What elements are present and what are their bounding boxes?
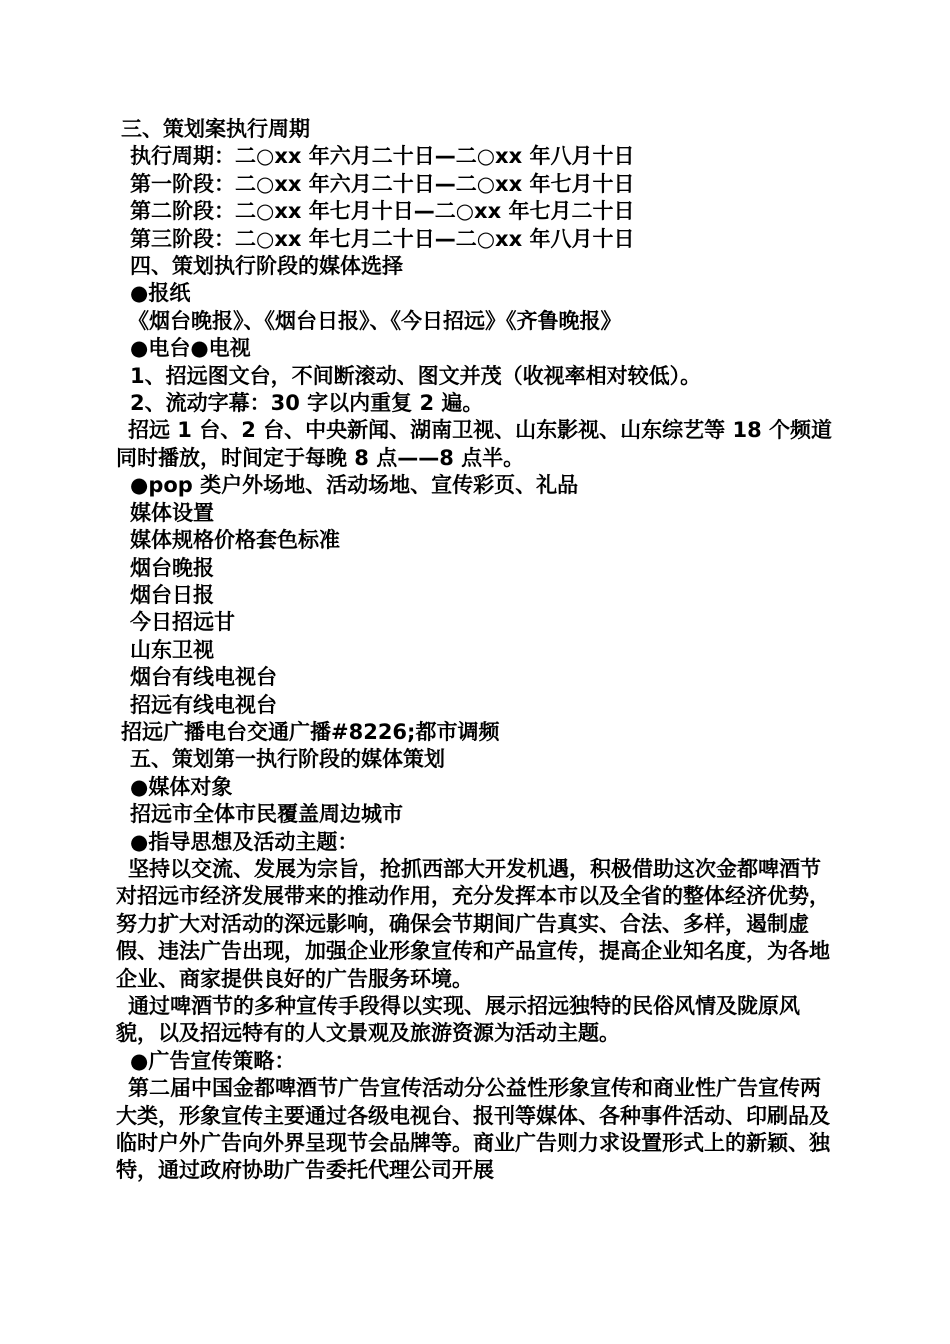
media-list-item: 今日招远甘 bbox=[130, 610, 235, 635]
tv-channels: 招远 1 台、2 台、中央新闻、湖南卫视、山东影视、山东综艺等 18 个频道同时播放，时间定于每晚 8 点——8 点半。 bbox=[116, 418, 832, 470]
newspaper-label: ●报纸 bbox=[130, 281, 191, 306]
execution-period: 执行周期：二○xx 年六月二十日—二○xx 年八月十日 bbox=[130, 144, 635, 169]
theme-paragraph-2: 通过啤酒节的多种宣传手段得以实现、展示招远独特的民俗风情及陇原风貌，以及招远特有的人文景观及旅游资源为活动主题。 bbox=[116, 994, 800, 1046]
pop-label: ●pop 类户外场地、活动场地、宣传彩页、礼品 bbox=[130, 473, 579, 498]
document-body bbox=[116, 116, 836, 1185]
section-5-heading: 五、策划第一执行阶段的媒体策划 bbox=[130, 747, 445, 772]
media-list-item: 山东卫视 bbox=[130, 637, 214, 662]
media-setup: 媒体设置 bbox=[130, 500, 214, 525]
theme-label: ●指导思想及活动主题： bbox=[130, 829, 359, 854]
tv-item-1: 1、招远图文台，不间断滚动、图文并茂（收视率相对较低）。 bbox=[130, 363, 702, 388]
media-price-standard: 媒体规格价格套色标准 bbox=[130, 528, 340, 553]
media-list-item: 烟台日报 bbox=[130, 582, 214, 607]
theme-paragraph-1: 坚持以交流、发展为宗旨，抢抓西部大开发机遇，积极借助这次金都啤酒节对招远市经济发展带来的推动作用，充分发挥本市以及全省的整体经济优势，努力扩大对活动的深远影响，确保会节期间广告真实、合法、多样，遏制虚假、违法广告出现，加强企业形象宣传和产品宣传，提高企业知名度，为各地企业、商家提供良好的广告服务环境。 bbox=[116, 856, 830, 991]
tv-label: ●电台●电视 bbox=[130, 336, 251, 361]
section-4-heading: 四、策划执行阶段的媒体选择 bbox=[130, 254, 403, 279]
strategy-label: ●广告宣传策略： bbox=[130, 1048, 296, 1073]
phase-2: 第二阶段：二○xx 年七月十日—二○xx 年七月二十日 bbox=[130, 199, 635, 224]
phase-3: 第三阶段：二○xx 年七月二十日—二○xx 年八月十日 bbox=[130, 226, 635, 251]
tv-item-2: 2、流动字幕：30 字以内重复 2 遍。 bbox=[130, 391, 484, 416]
phase-1: 第一阶段：二○xx 年六月二十日—二○xx 年七月十日 bbox=[130, 171, 635, 196]
newspaper-list: 《烟台晚报》、《烟台日报》、《今日招远》《齐鲁晚报》 bbox=[128, 308, 622, 333]
strategy-paragraph-1: 第二届中国金都啤酒节广告宣传活动分公益性形象宣传和商业性广告宣传两大类，形象宣传主要通过各级电视台、报刊等媒体、各种事件活动、印刷品及临时户外广告向外界呈现节会品牌等。商业广告则力求设置形式上的新颖、独特，通过政府协助广告委托代理公司开展 bbox=[116, 1076, 830, 1183]
radio-line: 招远广播电台交通广播#8226;都市调频 bbox=[121, 719, 500, 744]
media-list-item: 烟台晚报 bbox=[130, 555, 214, 580]
media-list-item: 烟台有线电视台 bbox=[130, 665, 277, 690]
media-list-item: 招远有线电视台 bbox=[130, 692, 277, 717]
section-3-heading: 三、策划案执行周期 bbox=[121, 117, 310, 141]
media-target-text: 招远市全体市民覆盖周边城市 bbox=[130, 802, 403, 827]
media-target-label: ●媒体对象 bbox=[130, 774, 233, 799]
